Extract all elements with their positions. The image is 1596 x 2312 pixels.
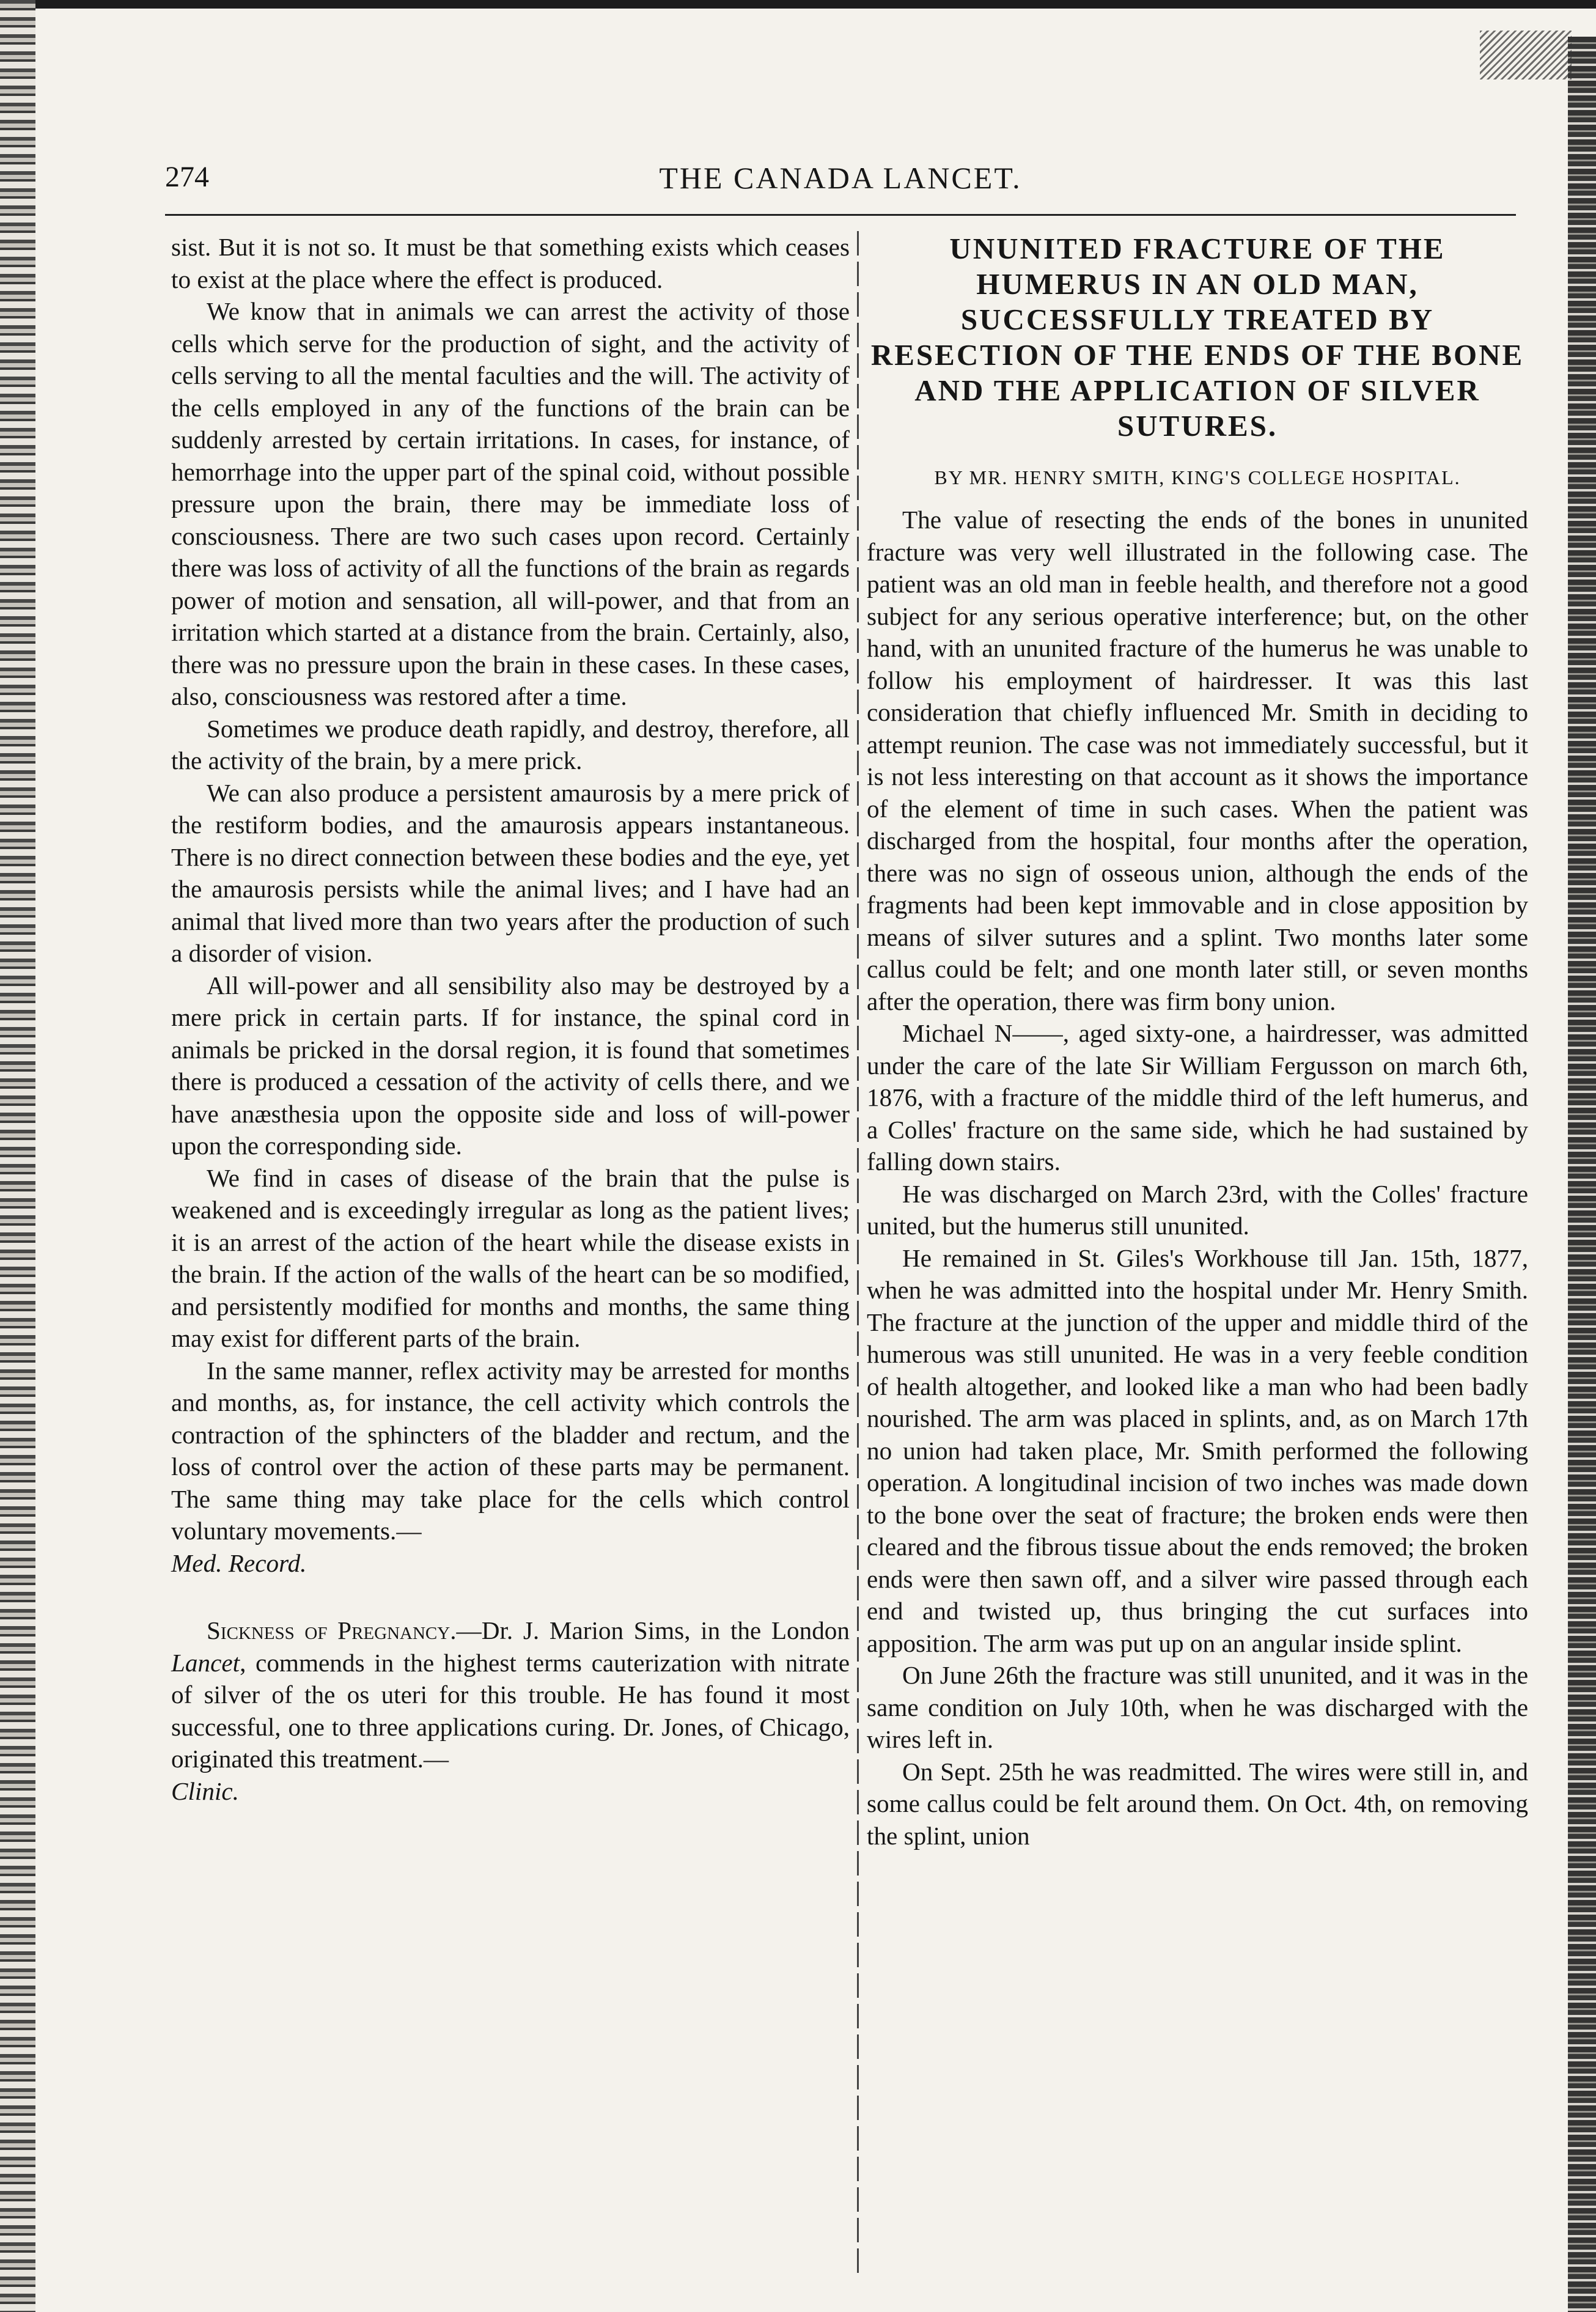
paragraph: All will-power and all sensibility also may be destroyed by a mere prick in certain parts. If for instance, the spinal cord in animals be pricked in the dorsal region, it is found that sometimes there is produced a cessation of the activity of cells there, and we have anæsthesia upon the opposite side and loss of will-power upon the corresponding side.	[171, 971, 850, 1160]
page-right-edge	[1568, 37, 1596, 2312]
header-rule	[165, 214, 1516, 216]
note-paragraph: Sickness of Pregnancy.—Dr. J. Marion Sims, in the London Lancet, commends in the highest terms cauterization with nitrate of silver of the os uteri for this trouble. He has found it most successful, one to three applications curing. Dr. Jones, of Chicago, originated this treatment.—	[171, 1616, 850, 1773]
paragraph: The value of resecting the ends of the bones in ununited fracture was very well illustrated in the following case. The patient was an old man in feeble health, and therefore not a good subject for any serious operative interference; but, on the other hand, with an ununited fracture of the humerus he was unable to follow his employment of hairdresser. It was this last consideration that chiefly influenced Mr. Smith in deciding to attempt reunion. The case was not immediately successful, but it is not less interesting on that account as it shows the importance of the element of time in such cases. When the patient was discharged from the hospital, four months after the operation, there was no sign of osseous union, although the ends of the fragments had been kept immovable and in close apposition by means of silver sutures and a splint. Two months later some callus could be felt; and one month later still, or seven months after the operation, there was firm bony union.	[867, 506, 1528, 1015]
paragraph: He remained in St. Giles's Workhouse till Jan. 15th, 1877, when he was admitted into the hospital under Mr. Henry Smith. The fracture at the junction of the upper and middle third of the humerous was still ununited. He was in a very feeble condition of health altogether, and looked like a man who had been badly nourished. The arm was placed in splints, and, as on March 17th no union had taken place, Mr. Smith performed the following operation. A longitudinal incision of two inches was made down to the bone over the seat of fracture; the broken ends were then cleared and the fibrous tissue about the ends removed; the broken ends were then sawn off, and a silver wire passed through each end and twisted up, thus bringing the cut surfaces into apposition. The arm was put up on an angular inside splint.	[867, 1243, 1528, 1657]
left-column	[171, 231, 850, 1807]
page-number: 274	[165, 161, 209, 193]
paragraph: Sometimes we produce death rapidly, and destroy, therefore, all the activity of the brain, by a mere prick.	[171, 714, 850, 775]
paragraph: Michael N——, aged sixty-one, a hairdresser, was admitted under the care of the late Sir William Fergusson on march 6th, 1876, with a fracture of the middle third of the left humerus, and a Colles' fracture on the same side, which he had sustained by falling down stairs.	[867, 1019, 1528, 1176]
top-border	[35, 0, 1596, 9]
paragraph: On Sept. 25th he was readmitted. The wires were still in, and some callus could be felt around them. On Oct. 4th, on removing the splint, union	[867, 1757, 1528, 1850]
corner-damage	[1480, 31, 1572, 79]
paragraph: He was discharged on March 23rd, with the Colles' fracture united, but the humerus still ununited.	[867, 1179, 1528, 1240]
paragraph: In the same manner, reflex activity may be arrested for months and months, as, for instance, the cell activity which controls the contraction of the sphincters of the bladder and rectum, and the loss of control over the action of these parts may be permanent. The same thing may take place for the cells which control voluntary movements.—	[171, 1356, 850, 1545]
paragraph: We find in cases of disease of the brain that the pulse is weakened and is exceedingly irregular as long as the patient lives; it is an arrest of the action of the heart while the disease exists in the brain. If the action of the walls of the heart can be so modified, and persistently modified for months and months, the same thing may exist for different parts of the brain.	[171, 1163, 850, 1352]
source-citation: Clinic.	[171, 1776, 239, 1805]
paragraph: sist. But it is not so. It must be that something exists which ceases to exist at the place where the effect is produced.	[171, 233, 850, 293]
paragraph: On June 26th the fracture was still ununited, and it was in the same condition on July 10th, when he was discharged with the wires left in.	[867, 1661, 1528, 1753]
column-divider	[857, 231, 859, 2273]
article-title: UNUNITED FRACTURE OF THE HUMERUS IN AN OLD MAN, SUCCESSFULLY TREATED BY RESECTION OF THE ENDS OF THE BONE AND THE APPLICATION OF SILVER SUTURES.	[870, 232, 1524, 443]
paragraph: We know that in animals we can arrest the activity of those cells which serve for the production of sight, and the activity of cells serving to all the mental faculties and the will. The activity of the cells employed in any of the functions of the brain can be suddenly arrested by certain irritations. In cases, for instance, of hemorrhage into the upper part of the spinal coid, without possible pressure upon the brain, there may be immediate loss of consciousness. There are two such cases upon record. Certainly there was loss of activity of all the functions of the brain as regards power of motion and sensation, all will-power, and that from an irritation which started at a distance from the brain. Certainly, also, there was no pressure upon the brain in these cases. In these cases, also, consciousness was restored after a time.	[171, 297, 850, 710]
page-binding-edge	[0, 0, 35, 2312]
right-column	[867, 231, 1528, 1852]
running-title: THE CANADA LANCET.	[659, 161, 1022, 195]
article-byline: BY MR. HENRY SMITH, KING'S COLLEGE HOSPITAL.	[934, 466, 1461, 488]
source-citation: Med. Record.	[171, 1548, 307, 1577]
note-heading: Sickness of Pregnancy.	[207, 1616, 457, 1644]
journal-name: Lancet	[171, 1648, 240, 1677]
paragraph: We can also produce a persistent amaurosis by a mere prick of the restiform bodies, and the amaurosis appears instantaneous. There is no direct connection between these bodies and the eye, yet the amaurosis persists while the animal lives; and I have had an animal that lived more than two years after the production of such a disorder of vision.	[171, 778, 850, 967]
running-header	[165, 160, 1516, 203]
